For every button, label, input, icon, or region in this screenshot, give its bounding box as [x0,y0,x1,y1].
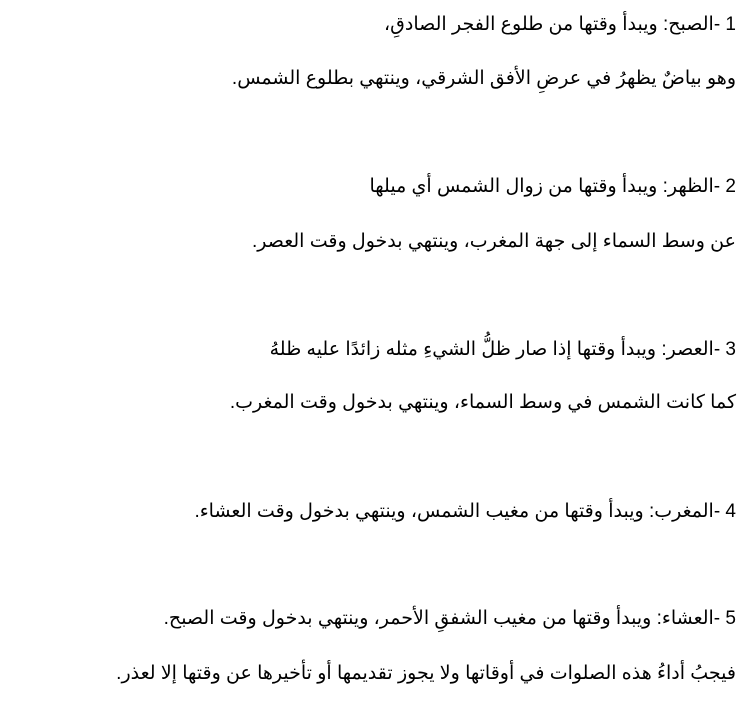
conclusion-line: فيجبُ أداءُ هذه الصلوات في أوقاتها ولا يجوز تقديمها أو تأخيرها عن وقتها إلا لعذر. [116,663,736,684]
asr-description-line: كما كانت الشمس في وسط السماء، وينتهي بدخول وقت المغرب. [229,392,736,413]
maghrib-heading-line: 4 -المغرب: ويبدأ وقتها من مغيب الشمس، وينتهي بدخول وقت العشاء. [194,501,736,522]
dhuhr-heading-line: 2 -الظهر: ويبدأ وقتها من زوال الشمس أي ميلها [369,176,736,197]
fajr-heading-line: 1 -الصبح: ويبدأ وقتها من طلوع الفجر الصادقِ، [384,14,736,35]
isha-heading-line: 5 -العشاء: ويبدأ وقتها من مغيب الشفقِ الأحمر، وينتهي بدخول وقت الصبح. [163,608,736,629]
asr-heading-line: 3 -العصر: ويبدأ وقتها إذا صار ظلُّ الشيءِ مثله زائدًا عليه ظلهُ [269,339,736,360]
dhuhr-description-line: عن وسط السماء إلى جهة المغرب، وينتهي بدخول وقت العصر. [251,231,736,252]
fajr-description-line: وهو بياضٌ يظهرُ في عرضِ الأفق الشرقي، وينتهي بطلوع الشمس. [231,68,736,89]
